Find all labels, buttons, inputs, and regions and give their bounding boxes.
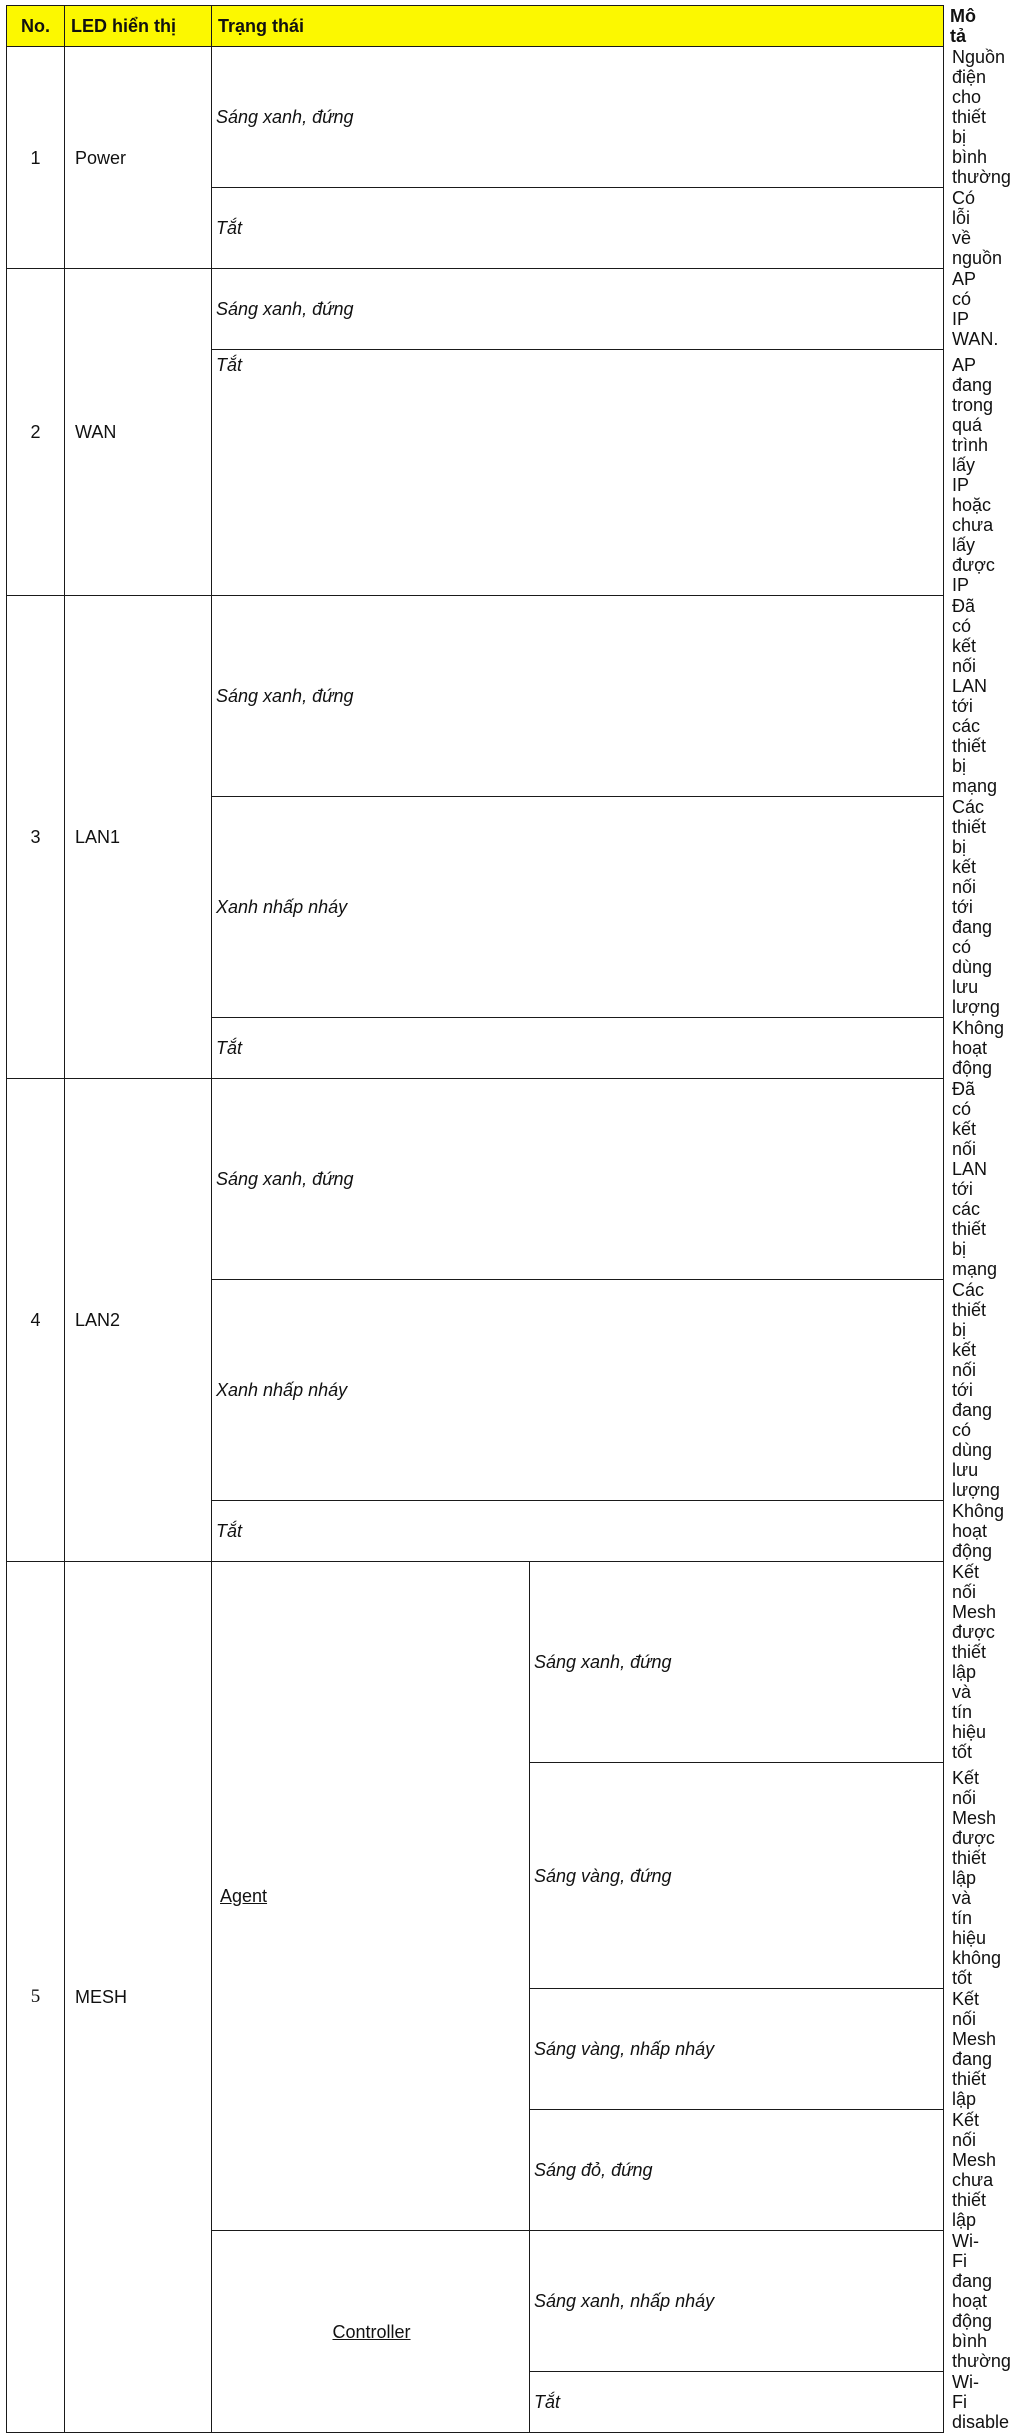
state-cell: Sáng vàng, đứng: [530, 1763, 944, 1989]
mesh-role-agent: Agent: [212, 1562, 530, 2231]
row-number: 2: [7, 269, 65, 596]
table-row: 1 Power Sáng xanh, đứng Nguồn điện cho thiết bị bình thường: [7, 47, 944, 188]
state-cell: Sáng xanh, đứng: [212, 269, 944, 350]
led-name: LAN1: [65, 596, 212, 1079]
state-cell: Sáng xanh, đứng: [212, 1079, 944, 1280]
state-cell: Tắt: [212, 1018, 944, 1079]
header-state: Trạng thái: [212, 6, 944, 47]
table-row: Tắt Có lỗi về nguồn: [7, 188, 944, 269]
table-row: Controller Sáng xanh, nhấp nháy Wi-Fi đang hoạt động bình thường: [7, 2231, 944, 2372]
led-name: Power: [65, 47, 212, 269]
state-cell: Xanh nhấp nháy: [212, 1280, 944, 1501]
table-row: 3 LAN1 Sáng xanh, đứng Đã có kết nối LAN tới các thiết bị mạng: [7, 596, 944, 797]
led-status-table: [6, 5, 1011, 2433]
state-cell: Tắt: [530, 2372, 944, 2433]
row-number: 1: [7, 47, 65, 269]
led-name: WAN: [65, 269, 212, 596]
row-number: 5: [7, 1562, 65, 2433]
table-row: 2 WAN Sáng xanh, đứng AP có IP WAN.: [7, 269, 944, 350]
table-row: Tắt Không hoạt động: [7, 1018, 944, 1079]
table-row: Sáng vàng, nhấp nháy Kết nối Mesh đang thiết lập: [7, 1989, 944, 2110]
state-cell: Sáng xanh, đứng: [212, 47, 944, 188]
led-name: MESH: [65, 1562, 212, 2433]
table-row: Tắt Wi-Fi disable: [7, 2372, 944, 2433]
state-cell: Xanh nhấp nháy: [212, 797, 944, 1018]
mesh-role-controller: Controller: [212, 2231, 530, 2433]
table-row: Xanh nhấp nháy Các thiết bị kết nối tới đang có dùng lưu lượng: [7, 1280, 944, 1501]
row-number: 4: [7, 1079, 65, 1562]
table-row: Tắt AP đang trong quá trình lấy IP hoặc chưa lấy được IP: [7, 350, 944, 596]
state-cell: Sáng xanh, đứng: [212, 596, 944, 797]
table-row: Sáng đỏ, đứng Kết nối Mesh chưa thiết lập: [7, 2110, 944, 2231]
state-cell: Sáng vàng, nhấp nháy: [530, 1989, 944, 2110]
led-name: LAN2: [65, 1079, 212, 1562]
state-cell: Tắt: [212, 188, 944, 269]
table-row: Sáng vàng, đứng Kết nối Mesh được thiết lập và tín hiệu không tốt: [7, 1763, 944, 1989]
table-header-row: No. LED hiển thị Trạng thái Mô tả: [7, 6, 944, 47]
table-row: Tắt Không hoạt động: [7, 1501, 944, 1562]
state-cell: Sáng xanh, đứng: [530, 1562, 944, 1763]
table-row: Xanh nhấp nháy Các thiết bị kết nối tới đang có dùng lưu lượng: [7, 797, 944, 1018]
header-led: LED hiển thị: [65, 6, 212, 47]
header-no: No.: [7, 6, 65, 47]
state-cell: Tắt: [212, 350, 944, 596]
table-row: 4 LAN2 Sáng xanh, đứng Đã có kết nối LAN tới các thiết bị mạng: [7, 1079, 944, 1280]
state-cell: Tắt: [212, 1501, 944, 1562]
state-cell: Sáng đỏ, đứng: [530, 2110, 944, 2231]
state-cell: Sáng xanh, nhấp nháy: [530, 2231, 944, 2372]
row-number: 3: [7, 596, 65, 1079]
led-status-table-container: [6, 5, 1011, 2432]
table-row: 5 MESH Agent Sáng xanh, đứng Kết nối Mesh được thiết lập và tín hiệu tốt: [7, 1562, 944, 1763]
